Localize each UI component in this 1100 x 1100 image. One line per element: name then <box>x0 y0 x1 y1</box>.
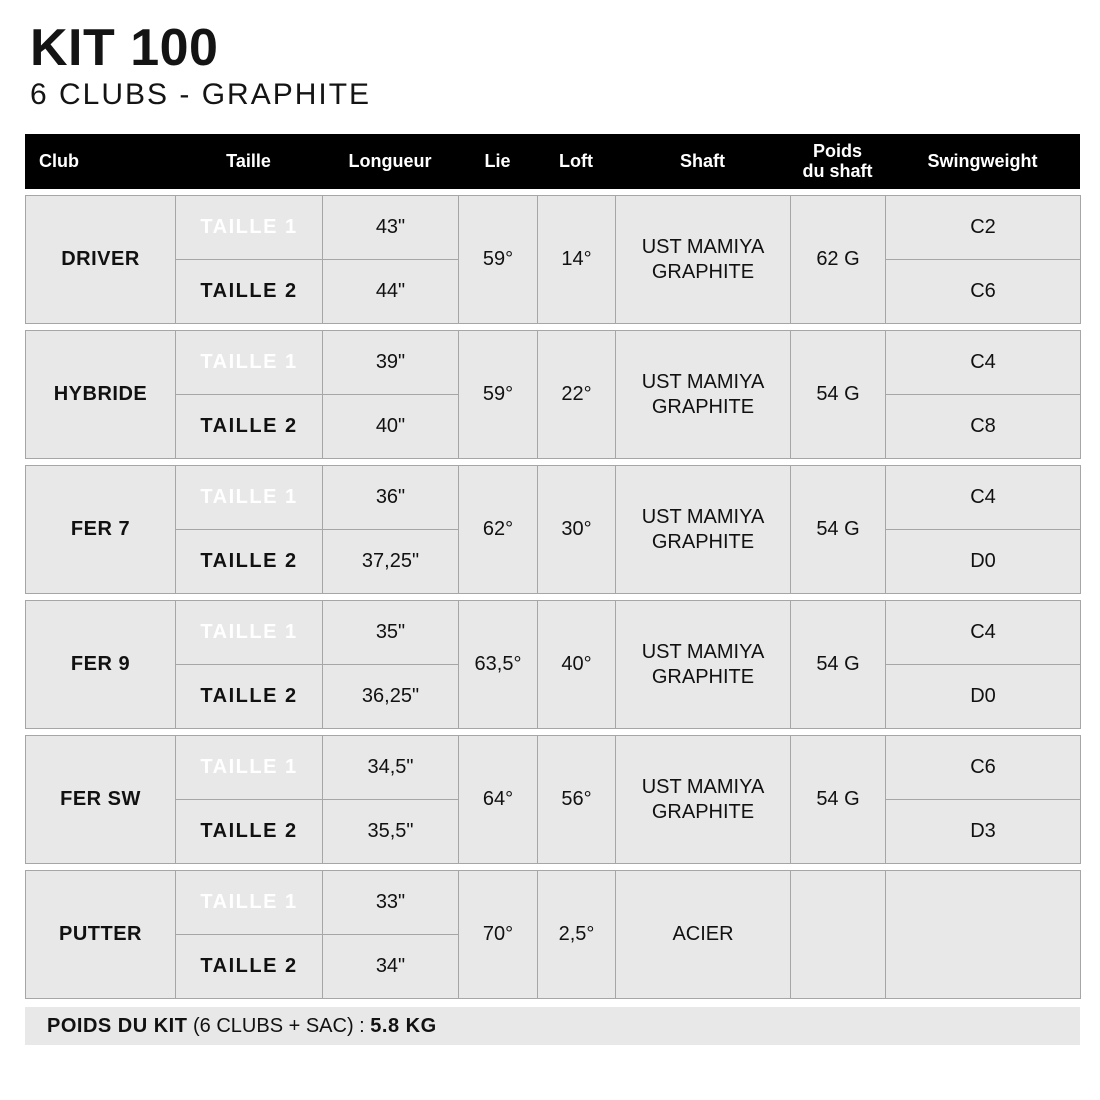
shaft-cell: UST MAMIYA GRAPHITE <box>616 736 791 864</box>
swingweight2-cell: D3 <box>886 800 1081 864</box>
club-block-fersw <box>25 735 1081 864</box>
shaft-weight-cell: 54 G <box>791 466 886 594</box>
length2-cell: 35,5" <box>323 800 459 864</box>
col-header-swingweight: Swingweight <box>927 150 1038 171</box>
club-block-hybride <box>25 330 1081 459</box>
shaft-cell: UST MAMIYA GRAPHITE <box>616 196 791 324</box>
col-header-shaft: Shaft <box>680 150 725 171</box>
swingweight1-cell: C4 <box>886 601 1081 665</box>
col-header-longueur: Longueur <box>348 150 432 171</box>
lie-cell: 59° <box>459 196 538 324</box>
swingweight2-cell: C8 <box>886 395 1081 459</box>
length2-cell: 36,25" <box>323 665 459 729</box>
taille2-cell: TAILLE 2 <box>176 260 323 324</box>
col-header-loft: Loft <box>559 150 593 171</box>
length1-cell: 33" <box>323 871 459 935</box>
taille1-cell: TAILLE 1 <box>176 196 323 260</box>
taille1-cell: TAILLE 1 <box>176 331 323 395</box>
col-header-poids-du-shaft <box>790 142 885 181</box>
swingweight1-cell: C6 <box>886 736 1081 800</box>
col-header-taille: Taille <box>226 150 271 171</box>
lie-cell: 63,5° <box>459 601 538 729</box>
shaft-weight-cell: 54 G <box>791 601 886 729</box>
length2-cell: 34" <box>323 935 459 999</box>
club-name-cell: PUTTER <box>26 871 176 999</box>
taille1-cell: TAILLE 1 <box>176 871 323 935</box>
page-title: KIT 100 <box>30 19 219 77</box>
col-header-poids-line1: Poids <box>812 141 862 162</box>
swingweight1-cell: C4 <box>886 331 1081 395</box>
col-header-poids-line2: du shaft <box>802 160 873 181</box>
length2-cell: 37,25" <box>323 530 459 594</box>
taille1-cell: TAILLE 1 <box>176 736 323 800</box>
shaft-weight-cell: 62 G <box>791 196 886 324</box>
length2-cell: 40" <box>323 395 459 459</box>
lie-cell: 62° <box>459 466 538 594</box>
taille2-cell: TAILLE 2 <box>176 395 323 459</box>
shaft-cell: UST MAMIYA GRAPHITE <box>616 601 791 729</box>
loft-cell: 2,5° <box>538 871 616 999</box>
lie-cell: 64° <box>459 736 538 864</box>
kit-weight-detail: (6 CLUBS + SAC) : <box>187 1014 371 1037</box>
shaft-cell: UST MAMIYA GRAPHITE <box>616 331 791 459</box>
shaft-weight-cell: 54 G <box>791 331 886 459</box>
club-name-cell: FER SW <box>26 736 176 864</box>
swingweight2-cell: D0 <box>886 530 1081 594</box>
taille2-cell: TAILLE 2 <box>176 800 323 864</box>
club-block-driver <box>25 195 1081 324</box>
swingweight2-cell: C6 <box>886 260 1081 324</box>
length2-cell: 44" <box>323 260 459 324</box>
club-name-cell: DRIVER <box>26 196 176 324</box>
lie-cell: 70° <box>459 871 538 999</box>
col-header-club: Club <box>39 150 79 171</box>
lie-cell: 59° <box>459 331 538 459</box>
club-block-putter <box>25 870 1081 999</box>
loft-cell: 30° <box>538 466 616 594</box>
kit-weight-label: POIDS DU KIT <box>47 1014 188 1037</box>
shaft-cell: UST MAMIYA GRAPHITE <box>616 466 791 594</box>
loft-cell: 56° <box>538 736 616 864</box>
loft-cell: 40° <box>538 601 616 729</box>
club-block-fer9 <box>25 600 1081 729</box>
loft-cell: 22° <box>538 331 616 459</box>
taille2-cell: TAILLE 2 <box>176 935 323 999</box>
page-subtitle: 6 CLUBS - GRAPHITE <box>30 78 372 111</box>
shaft-cell: ACIER <box>616 871 791 999</box>
kit-weight-bar <box>25 1007 1080 1045</box>
club-name-cell: FER 9 <box>26 601 176 729</box>
loft-cell: 14° <box>538 196 616 324</box>
length1-cell: 43" <box>323 196 459 260</box>
length1-cell: 36" <box>323 466 459 530</box>
club-block-fer7 <box>25 465 1081 594</box>
swingweight1-cell: C4 <box>886 466 1081 530</box>
taille1-cell: TAILLE 1 <box>176 466 323 530</box>
kit-weight-value: 5.8 KG <box>370 1014 437 1037</box>
swingweight2-cell: D0 <box>886 665 1081 729</box>
col-header-lie: Lie <box>484 150 511 171</box>
club-name-cell: FER 7 <box>26 466 176 594</box>
swingweight1-cell: C2 <box>886 196 1081 260</box>
taille2-cell: TAILLE 2 <box>176 530 323 594</box>
taille1-cell: TAILLE 1 <box>176 601 323 665</box>
shaft-weight-cell <box>791 871 886 999</box>
taille2-cell: TAILLE 2 <box>176 665 323 729</box>
length1-cell: 39" <box>323 331 459 395</box>
length1-cell: 34,5" <box>323 736 459 800</box>
table-header <box>25 134 1080 189</box>
swingweight-cell <box>886 871 1081 999</box>
club-name-cell: HYBRIDE <box>26 331 176 459</box>
length1-cell: 35" <box>323 601 459 665</box>
shaft-weight-cell: 54 G <box>791 736 886 864</box>
